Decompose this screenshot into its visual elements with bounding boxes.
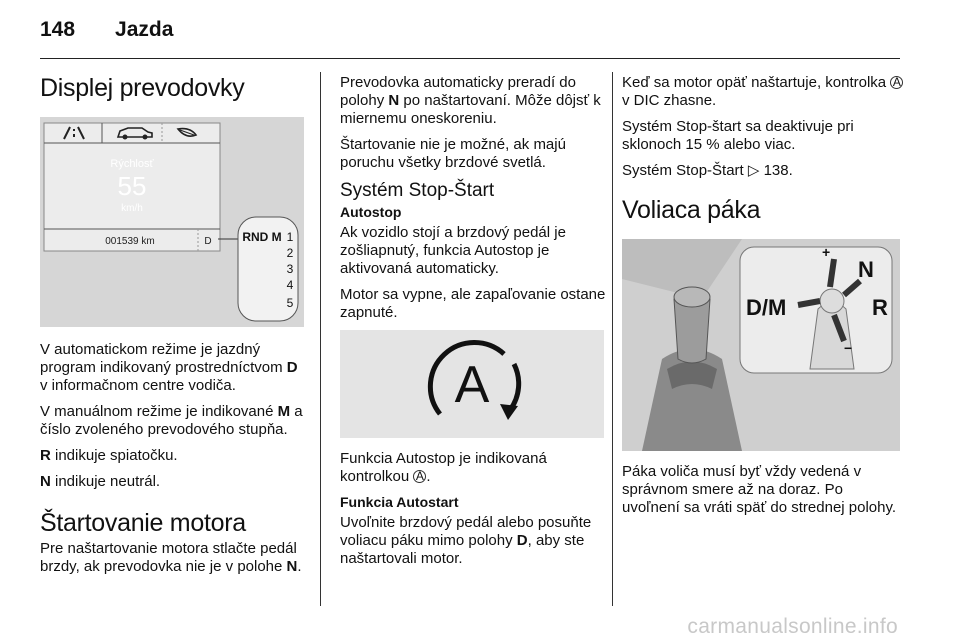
speed-value: 55 — [117, 171, 147, 201]
section-title-gear-display: Displej prevodovky — [40, 74, 245, 102]
paragraph: Systém Stop-štart sa deaktivuje pri sklonoch 15 % alebo viac. — [622, 118, 854, 153]
lever-label-r: R — [872, 295, 888, 320]
column-1 — [40, 74, 306, 584]
paragraph: Štartovanie nie je možné, ak majú poruchu všetky brzdové svetlá. — [340, 136, 566, 171]
minor-title-autostart: Funkcia Autostart — [340, 494, 459, 510]
gear-display-figure — [40, 117, 304, 327]
page-number: 148 — [40, 18, 76, 41]
gear-number: 2 — [286, 246, 294, 260]
section-title-engine-start: Štartovanie motora — [40, 509, 246, 537]
gear-display-illustration — [40, 117, 304, 327]
gear-number: 4 — [286, 278, 294, 292]
section-name: Jazda — [115, 18, 174, 41]
column-divider-1 — [320, 72, 321, 606]
paragraph: Uvoľnite brzdový pedál alebo posuňte voliacu páku mimo polohy D, aby ste naštartovali motor. — [340, 514, 592, 567]
minor-title-autostop: Autostop — [340, 204, 402, 220]
paragraph: V automatickom režime je jazdný program indikovaný prostredníctvom D v informačnom centre vodiča. — [40, 341, 298, 394]
paragraph: Páka voliča musí byť vždy vedená v správnom smere až na doraz. Po uvoľnení sa vráti späť do strednej polohy. — [622, 463, 897, 516]
subsection-title-stop-start: Systém Stop-Štart — [340, 180, 495, 201]
gear-number: 5 — [286, 296, 294, 310]
gear-number: 3 — [286, 262, 294, 276]
autostop-indicator-icon: A — [890, 76, 903, 89]
lever-label-dm: D/M — [746, 295, 787, 320]
speed-unit: km/h — [121, 203, 143, 214]
gear-row-label: RND M — [242, 230, 282, 244]
page-header — [40, 18, 173, 48]
lever-label-n: N — [858, 257, 874, 282]
paragraph: Ak vozidlo stojí a brzdový pedál je zošliapnutý, funkcia Autostop je aktivovaná automaticky. — [340, 224, 566, 277]
paragraph: N indikuje neutrál. — [40, 473, 161, 490]
section-title-selector-lever: Voliaca páka — [622, 196, 761, 224]
autostop-figure — [340, 330, 604, 438]
paragraph: Funkcia Autostop je indikovaná kontrolkou A . — [340, 450, 547, 485]
watermark: carmanualsonline.info — [687, 615, 898, 638]
selector-lever-figure — [622, 239, 900, 451]
autostop-icon-letter: A — [454, 356, 490, 414]
header-rule — [40, 58, 900, 59]
paragraph: R indikuje spiatočku. — [40, 447, 178, 464]
paragraph: Motor sa vypne, ale zapaľovanie ostane zapnuté. — [340, 286, 606, 321]
speed-label: Rýchlosť — [110, 158, 154, 170]
cross-reference-arrow-icon: ▷ — [747, 162, 760, 179]
paragraph: Prevodovka automaticky preradí do polohy N po naštartovaní. Môže dôjsť k miernemu oneskoreniu. — [340, 74, 601, 127]
paragraph: V manuálnom režime je indikované M a číslo zvoleného prevodového stupňa. — [40, 403, 303, 438]
column-2 — [340, 74, 606, 576]
lever-label-minus: − — [844, 340, 853, 356]
gear-indicator: D — [204, 236, 212, 247]
column-3 — [622, 74, 904, 525]
gear-number: 1 — [286, 230, 294, 244]
paragraph: Systém Stop-Štart ▷ 138. — [622, 162, 793, 179]
paragraph: Pre naštartovanie motora stlačte pedál brzdy, ak prevodovka nie je v polohe N. — [40, 540, 302, 575]
lever-label-plus: + — [822, 244, 831, 260]
odometer: 001539 km — [105, 236, 155, 247]
autostop-indicator-icon: A — [413, 470, 426, 483]
paragraph: Keď sa motor opäť naštartuje, kontrolka A v DIC zhasne. — [622, 74, 904, 110]
autostop-icon — [402, 334, 542, 434]
selector-lever-illustration — [622, 239, 900, 451]
column-divider-2 — [612, 72, 613, 606]
